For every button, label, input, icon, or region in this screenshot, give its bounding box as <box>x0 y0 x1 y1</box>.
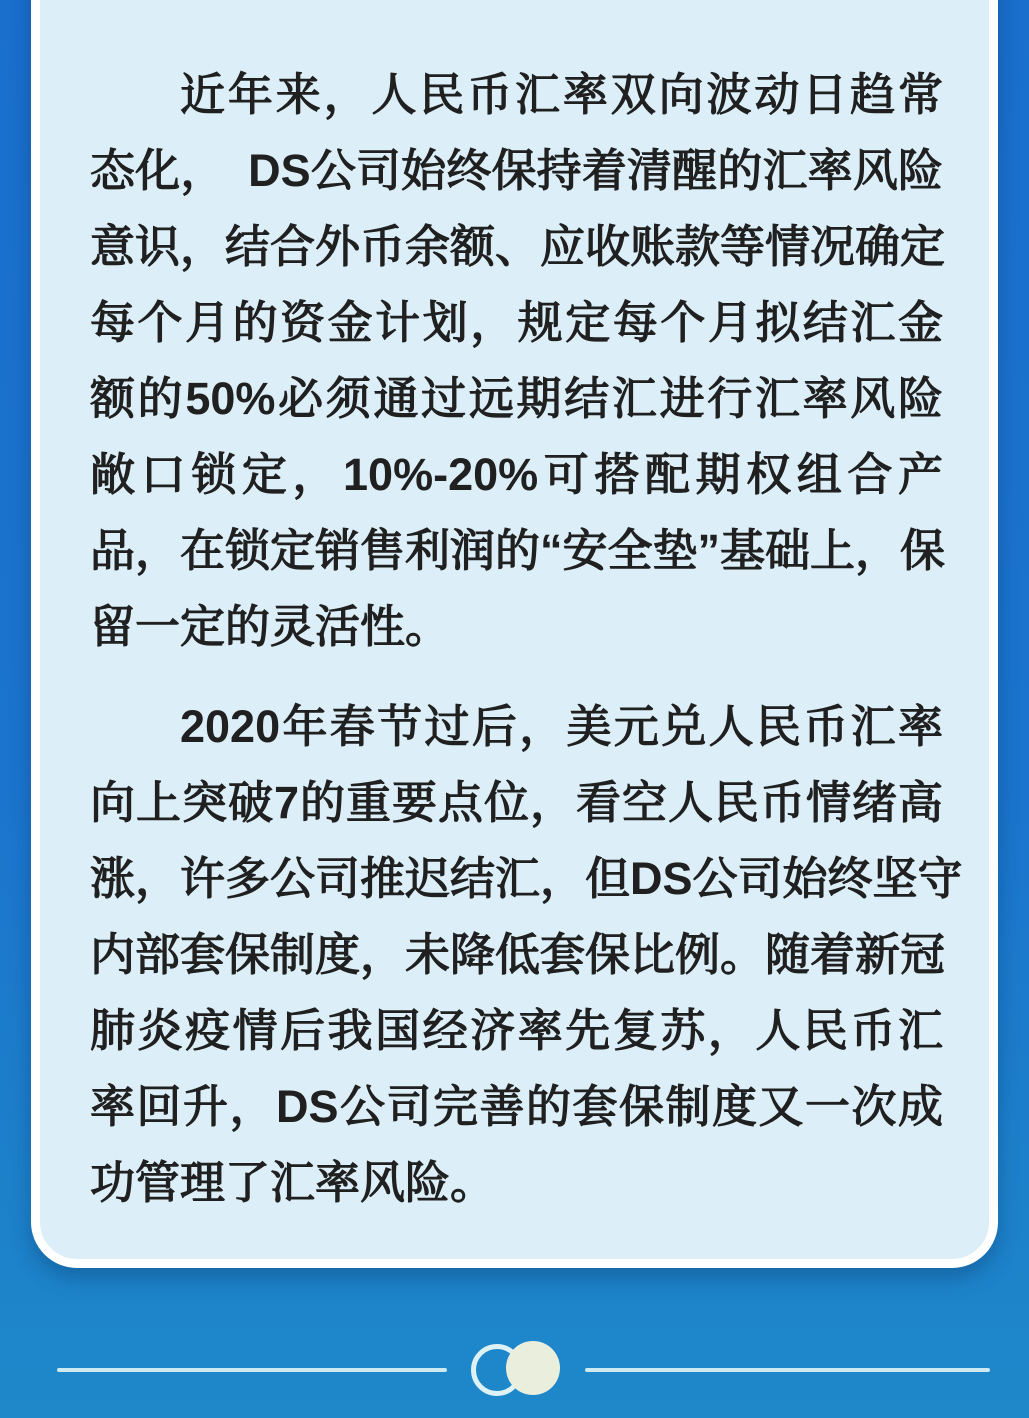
divider-line-left <box>57 1368 447 1372</box>
paragraph-1 <box>90 57 946 665</box>
text-line: 额的50%必须通过远期结汇进行汇率风险 <box>90 373 943 424</box>
divider-circle-filled-icon <box>506 1341 560 1395</box>
text-line: 涨，许多公司推迟结汇，但DS公司始终坚守 <box>90 853 963 904</box>
text-line: 向上突破7的重要点位，看空人民币情绪高 <box>90 777 943 828</box>
text-line: 敞口锁定，10%-20%可搭配期权组合产 <box>90 449 943 500</box>
text-line: 品，在锁定销售利润的“安全垫”基础上，保 <box>90 525 946 576</box>
text-line: 功管理了汇率风险。 <box>90 1157 496 1208</box>
text-line: 肺炎疫情后我国经济率先复苏，人民币汇 <box>90 1005 943 1056</box>
text-line: 态化， DS公司始终保持着清醒的汇率风险 <box>90 145 943 196</box>
text-line: 每个月的资金计划，规定每个月拟结汇金 <box>90 297 943 348</box>
text-line: 率回升，DS公司完善的套保制度又一次成 <box>90 1081 943 1132</box>
text-line: 留一定的灵活性。 <box>90 601 451 652</box>
text-line: 近年来，人民币汇率双向波动日趋常 <box>180 69 943 120</box>
text-line: 2020年春节过后，美元兑人民币汇率 <box>180 701 943 752</box>
divider-line-right <box>585 1368 990 1372</box>
text-line: 意识，结合外币余额、应收账款等情况确定 <box>90 221 946 272</box>
text-line: 内部套保制度，未降低套保比例。随着新冠 <box>90 929 946 980</box>
paragraph-2 <box>90 689 963 1221</box>
article-card <box>31 0 998 1268</box>
article-content <box>90 57 963 1221</box>
